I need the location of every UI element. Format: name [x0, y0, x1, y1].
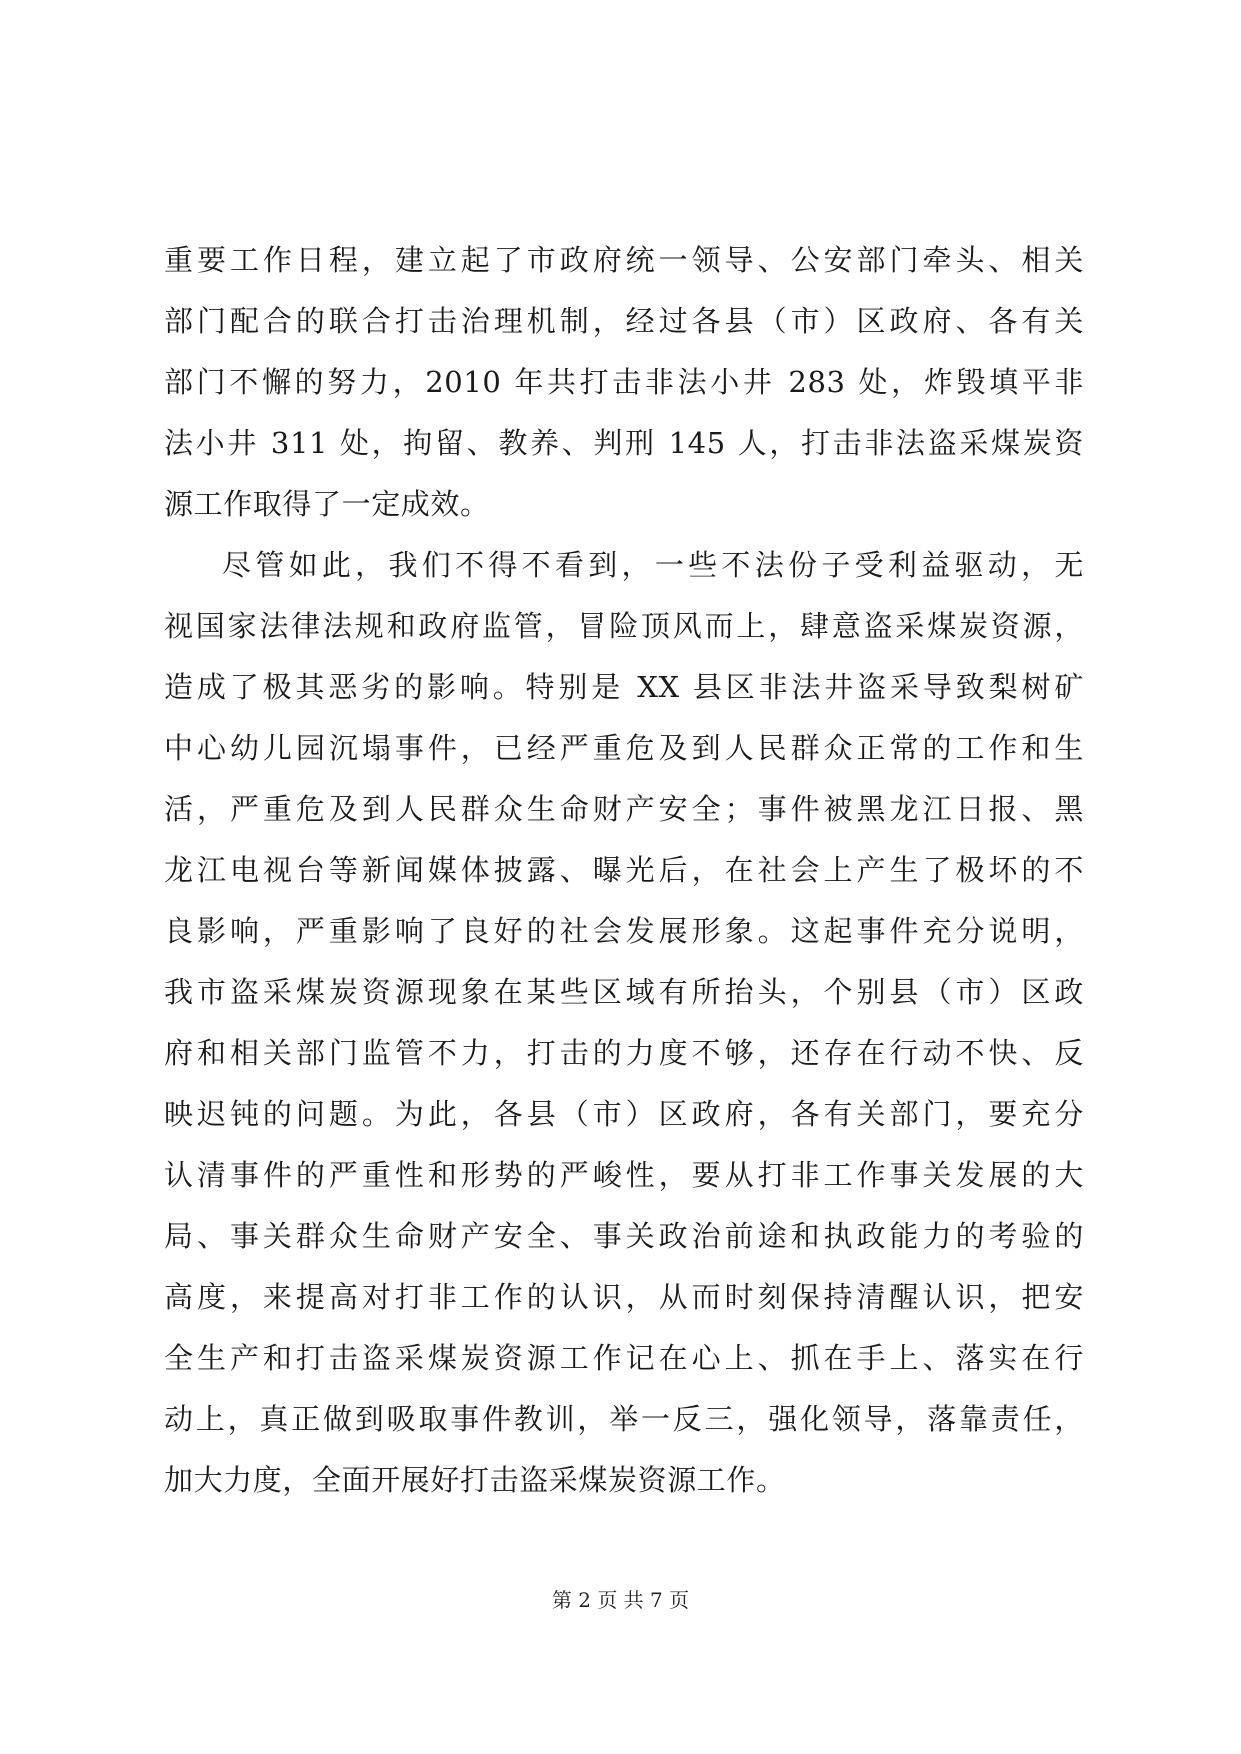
- text-line: 部门配合的联合打击治理机制，经过各县（市）区政府、各有关: [164, 304, 1084, 338]
- page-number-footer: 第 2 页 共 7 页: [551, 1588, 690, 1612]
- text-line: 局、事关群众生命财产安全、事关政治前途和执政能力的考验的: [164, 1219, 1084, 1253]
- paragraph-1: [164, 230, 1084, 535]
- text-line: 视国家法律法规和政府监管，冒险顶风而上，肆意盗采煤炭资源，: [164, 609, 1084, 643]
- text-line: 府和相关部门监管不力，打击的力度不够，还存在行动不快、反: [164, 1036, 1084, 1070]
- body-text: [164, 230, 1084, 1511]
- text-line: 高度，来提高对打非工作的认识，从而时刻保持清醒认识，把安: [164, 1280, 1084, 1314]
- text-line: 部门不懈的努力，2010 年共打击非法小井 283 处，炸毁填平非: [164, 365, 1084, 399]
- text-line: 重要工作日程，建立起了市政府统一领导、公安部门牵头、相关: [164, 243, 1084, 277]
- text-line: 认清事件的严重性和形势的严峻性，要从打非工作事关发展的大: [164, 1158, 1084, 1192]
- text-line: 中心幼儿园沉塌事件，已经严重危及到人民群众正常的工作和生: [164, 731, 1084, 765]
- text-line: 动上，真正做到吸取事件教训，举一反三，强化领导，落靠责任，: [164, 1402, 1084, 1436]
- text-line: 法小井 311 处，拘留、教养、判刑 145 人，打击非法盗采煤炭资: [164, 426, 1084, 460]
- paragraph-2: [164, 535, 1084, 1511]
- text-line: 良影响，严重影响了良好的社会发展形象。这起事件充分说明，: [164, 914, 1084, 948]
- text-line: 龙江电视台等新闻媒体披露、曝光后，在社会上产生了极坏的不: [164, 853, 1084, 887]
- text-line: 映迟钝的问题。为此，各县（市）区政府，各有关部门，要充分: [164, 1097, 1084, 1131]
- text-line: 尽管如此，我们不得不看到，一些不法份子受利益驱动，无: [222, 548, 1084, 582]
- text-line: 我市盗采煤炭资源现象在某些区域有所抬头，个别县（市）区政: [164, 975, 1084, 1009]
- text-line: 加大力度，全面开展好打击盗采煤炭资源工作。: [164, 1463, 786, 1497]
- text-line: 造成了极其恶劣的影响。特别是 XX 县区非法井盗采导致梨树矿: [164, 670, 1084, 704]
- text-line: 全生产和打击盗采煤炭资源工作记在心上、抓在手上、落实在行: [164, 1341, 1084, 1375]
- text-line: 活，严重危及到人民群众生命财产安全；事件被黑龙江日报、黑: [164, 792, 1084, 826]
- text-line: 源工作取得了一定成效。: [164, 487, 490, 521]
